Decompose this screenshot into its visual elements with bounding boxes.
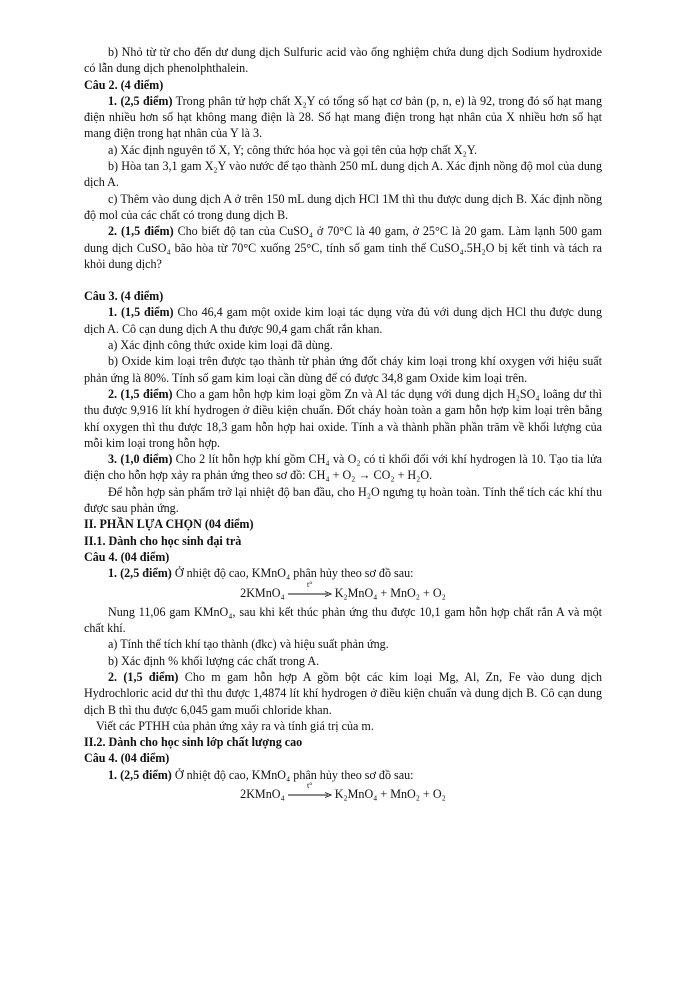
heading-text: II.1. Dành cho học sinh đại trà xyxy=(84,533,242,548)
paragraph-text: a) Xác định công thức oxide kim loại đã dùng. xyxy=(108,338,333,353)
paragraph-text: a) Xác định nguyên tố X, Y; công thức hóa học và gọi tên của hợp chất X₂Y. xyxy=(108,142,478,157)
item-label: 1. (1,5 điểm) xyxy=(108,305,174,320)
item-label: 1. (2,5 điểm) xyxy=(108,93,173,108)
paragraph-text: Cho 46,4 gam một oxide kim loại tác dụng vừa đủ với dung dịch HCl thu được dung dịch A. Cô cạn dung dịch A thu được 90,4 gam chất rắn khan. xyxy=(84,305,602,336)
paragraph-text: Ở nhiệt độ cao, KMnO₄ phân hủy theo sơ đồ sau: xyxy=(171,767,414,782)
heading-text: Câu 4. (04 điểm) xyxy=(84,751,170,766)
item-label: 2. (1,5 điểm) xyxy=(108,669,179,684)
question-4-item-1-continued xyxy=(84,604,602,637)
item-label: 1. (2,5 điểm) xyxy=(108,767,172,782)
paragraph-text: Cho 2 lít hỗn hợp khí gồm CH₄ và O₂ có tỉ khối đối với khí hydrogen là 10. Tạo tia lửa điện cho hỗn hợp xảy ra phản ứng theo sơ đồ: CH₄ + O₂ → CO₂ + H₂O. xyxy=(84,452,602,483)
question-2-title xyxy=(84,77,602,93)
question-4-item-1a xyxy=(84,636,602,652)
question-2-item-1a xyxy=(84,142,602,158)
item-label: 2. (1,5 điểm) xyxy=(108,224,174,239)
reaction-equation-2 xyxy=(84,781,602,802)
question-3-item-1a xyxy=(84,337,602,353)
question-3-item-2 xyxy=(84,386,602,451)
section-2-1-title xyxy=(84,533,602,549)
equation-reactant: 2KMnO₄ xyxy=(240,585,285,600)
equation-products: K₂MnO₄ + MnO₂ + O₂ xyxy=(334,787,446,802)
question-2-item-2 xyxy=(84,223,602,272)
item-label: 1. (2,5 điểm) xyxy=(108,566,172,581)
paragraph-text: Viết các PTHH của phản ứng xảy ra và tính giá trị của m. xyxy=(96,718,374,733)
paragraph-text: Trong phân tử hợp chất X₂Y có tổng số hạt cơ bản (p, n, e) là 92, trong đó số hạt mang điện nhiều hơn số hạt không mang điện là 28. Số hạt mang điện trong hạt nhân của X nhiều hơn số hạt mang điện trong hạt nhân của Y là 3. xyxy=(84,93,602,141)
reaction-condition: t° xyxy=(306,579,313,589)
question-4-item-2-continued xyxy=(84,718,602,734)
question-4-item-1b xyxy=(84,653,602,669)
paragraph-text: c) Thêm vào dung dịch A ở trên 150 mL dung dịch HCl 1M thì thu được dung dịch B. Xác định nồng độ mol của các chất có trong dung dịch B. xyxy=(84,191,602,222)
paragraph-text: b) Hòa tan 3,1 gam X₂Y vào nước để tạo thành 250 mL dung dịch A. Xác định nồng độ mol của dung dịch A. xyxy=(84,159,602,190)
question-3-item-3-continued xyxy=(84,484,602,517)
heading-text: II.2. Dành cho học sinh lớp chất lượng cao xyxy=(84,735,303,750)
question-3-item-3 xyxy=(84,451,602,484)
paragraph-text: Cho biết độ tan của CuSO₄ ở 70°C là 40 gam, ở 25°C là 20 gam. Làm lạnh 500 gam dung dịch CuSO₄ bão hòa từ 70°C xuống 25°C, tính số gam tinh thể CuSO₄.5H₂O bị kết tinh và tách ra khỏi dung dịch? xyxy=(84,224,602,271)
equation-reactant: 2KMnO₄ xyxy=(240,787,285,802)
question-4-item-1 xyxy=(84,565,602,581)
equation-products: K₂MnO₄ + MnO₂ + O₂ xyxy=(334,585,446,600)
heading-text: Câu 2. (4 điểm) xyxy=(84,77,164,92)
paragraph-text: b) Xác định % khối lượng các chất trong A. xyxy=(108,653,320,668)
question-3-item-1b xyxy=(84,353,602,386)
question-4-item-2 xyxy=(84,669,602,718)
paragraph-text: Ở nhiệt độ cao, KMnO₄ phân hủy theo sơ đồ sau: xyxy=(171,566,414,581)
item-label: 3. (1,0 điểm) xyxy=(108,452,173,467)
section-2-2-title xyxy=(84,734,602,750)
reaction-arrow-icon xyxy=(288,781,332,799)
question-4b-item-1 xyxy=(84,767,602,783)
paragraph-text: Nung 11,06 gam KMnO₄, sau khi kết thúc phản ứng thu được 10,1 gam hỗn hợp chất rắn A và một chất khí. xyxy=(84,604,602,636)
heading-text: Câu 3. (4 điểm) xyxy=(84,289,164,304)
paragraph-text: b) Nhỏ từ từ cho đến dư dung dịch Sulfuric acid vào ống nghiệm chứa dung dịch Sodium hydroxide có lẫn dung dịch phenolphthalein. xyxy=(84,45,602,76)
reaction-equation xyxy=(84,579,602,601)
question-2-item-1b xyxy=(84,158,602,191)
question-1-part-b xyxy=(84,44,602,77)
part-2-title xyxy=(84,516,602,532)
paragraph-text: Cho m gam hỗn hợp A gồm bột các kim loại Mg, Al, Zn, Fe vào dung dịch Hydrochloric acid dư thì thu được 1,4874 lít khí hydrogen ở điều kiện chuẩn và dung dịch B. Cô cạn dung dịch B thì thu được 6,045 gam muối chloride khan. xyxy=(84,669,602,717)
reaction-condition: t° xyxy=(306,781,313,791)
heading-text: II. PHẦN LỰA CHỌN (04 điểm) xyxy=(84,517,254,532)
paragraph-text: b) Oxide kim loại trên được tạo thành từ phản ứng đốt cháy kim loại trong khí oxygen với hiệu suất phản ứng là 80%. Tính số gam kim loại cần dùng để có được 34,8 gam Oxide kim loại trên. xyxy=(84,354,602,385)
question-3-item-1 xyxy=(84,304,602,337)
item-label: 2. (1,5 điểm) xyxy=(108,386,173,401)
question-2-item-1c xyxy=(84,191,602,224)
heading-text: Câu 4. (04 điểm) xyxy=(84,549,170,564)
paragraph-text: a) Tính thể tích khí tạo thành (đkc) và hiệu suất phản ứng. xyxy=(108,637,389,652)
paragraph-text: Cho a gam hỗn hợp kim loại gồm Zn và Al tác dụng với dung dịch H₂SO₄ loãng dư thì thu được 9,916 lít khí hydrogen ở điều kiện chuẩn. Đốt cháy hoàn toàn a gam hỗn hợp kim loại trên bằng khí oxygen thì thu được 18,3 gam hỗn hợp hai oxide. Tính a và thành phần phần trăm về khối lượng của mỗi kim loại trong hỗn hợp. xyxy=(84,386,602,450)
question-2-item-1 xyxy=(84,93,602,142)
question-4-title xyxy=(84,549,602,565)
question-4b-title xyxy=(84,750,602,766)
spacer xyxy=(84,272,602,288)
reaction-arrow-icon xyxy=(288,579,332,598)
paragraph-text: Để hỗn hợp sản phẩm trở lại nhiệt độ ban đầu, cho H₂O ngưng tụ hoàn toàn. Tính thể tích các khí thu được sau phản ứng. xyxy=(84,484,602,516)
question-3-title xyxy=(84,288,602,304)
